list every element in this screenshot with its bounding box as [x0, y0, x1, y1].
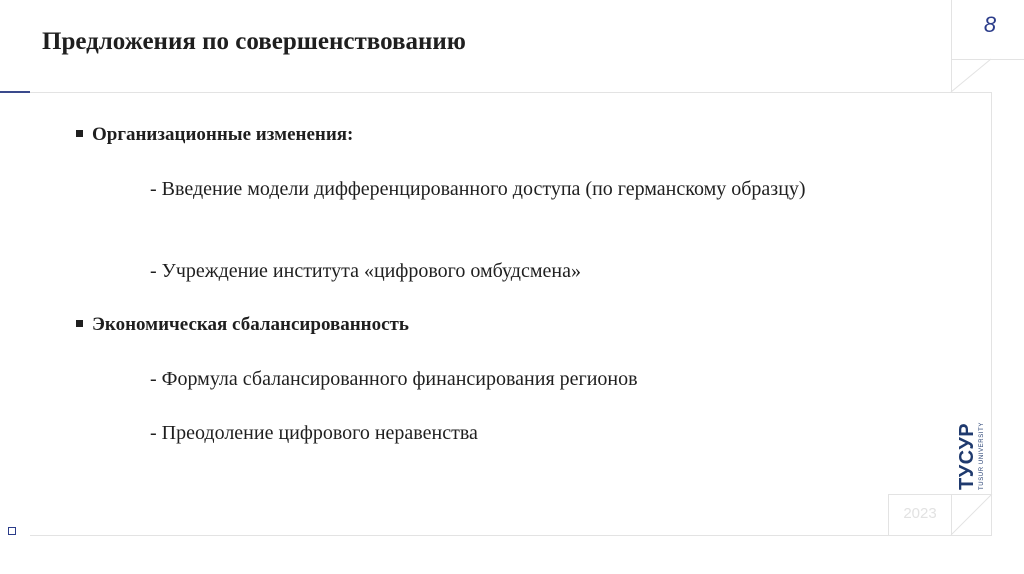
square-bullet-icon	[76, 320, 83, 327]
frame-line-year-left	[888, 494, 889, 535]
slide-title: Предложения по совершенствованию	[42, 28, 466, 55]
logo-sub-text: TUSUR UNIVERSITY	[979, 422, 985, 490]
frame-line-bottom	[30, 535, 992, 536]
tusur-logo	[956, 410, 990, 490]
logo-main-text: ТУСУР	[956, 422, 978, 490]
bullet-item	[76, 312, 409, 338]
sub-item: - Учреждение института «цифрового омбудсмена»	[150, 260, 581, 282]
bullet-item	[76, 122, 353, 148]
frame-line-top	[0, 92, 992, 93]
bullet-text: Экономическая сбалансированность	[92, 314, 409, 335]
corner-diagonal-bottom	[951, 494, 992, 535]
page-number: 8	[983, 12, 997, 37]
sub-item: - Формула сбалансированного финансирования регионов	[150, 368, 638, 390]
frame-line-right	[991, 92, 992, 535]
square-bullet-icon	[76, 130, 83, 137]
accent-dash	[0, 91, 30, 93]
sub-item: - Введение модели дифференцированного доступа (по германскому образцу)	[150, 178, 806, 200]
corner-diagonal-top	[951, 59, 1024, 92]
bullet-text: Организационные изменения:	[92, 124, 354, 145]
square-outline-icon	[8, 527, 16, 535]
sub-item: - Преодоление цифрового неравенства	[150, 422, 478, 444]
year-label: 2023	[903, 505, 937, 522]
